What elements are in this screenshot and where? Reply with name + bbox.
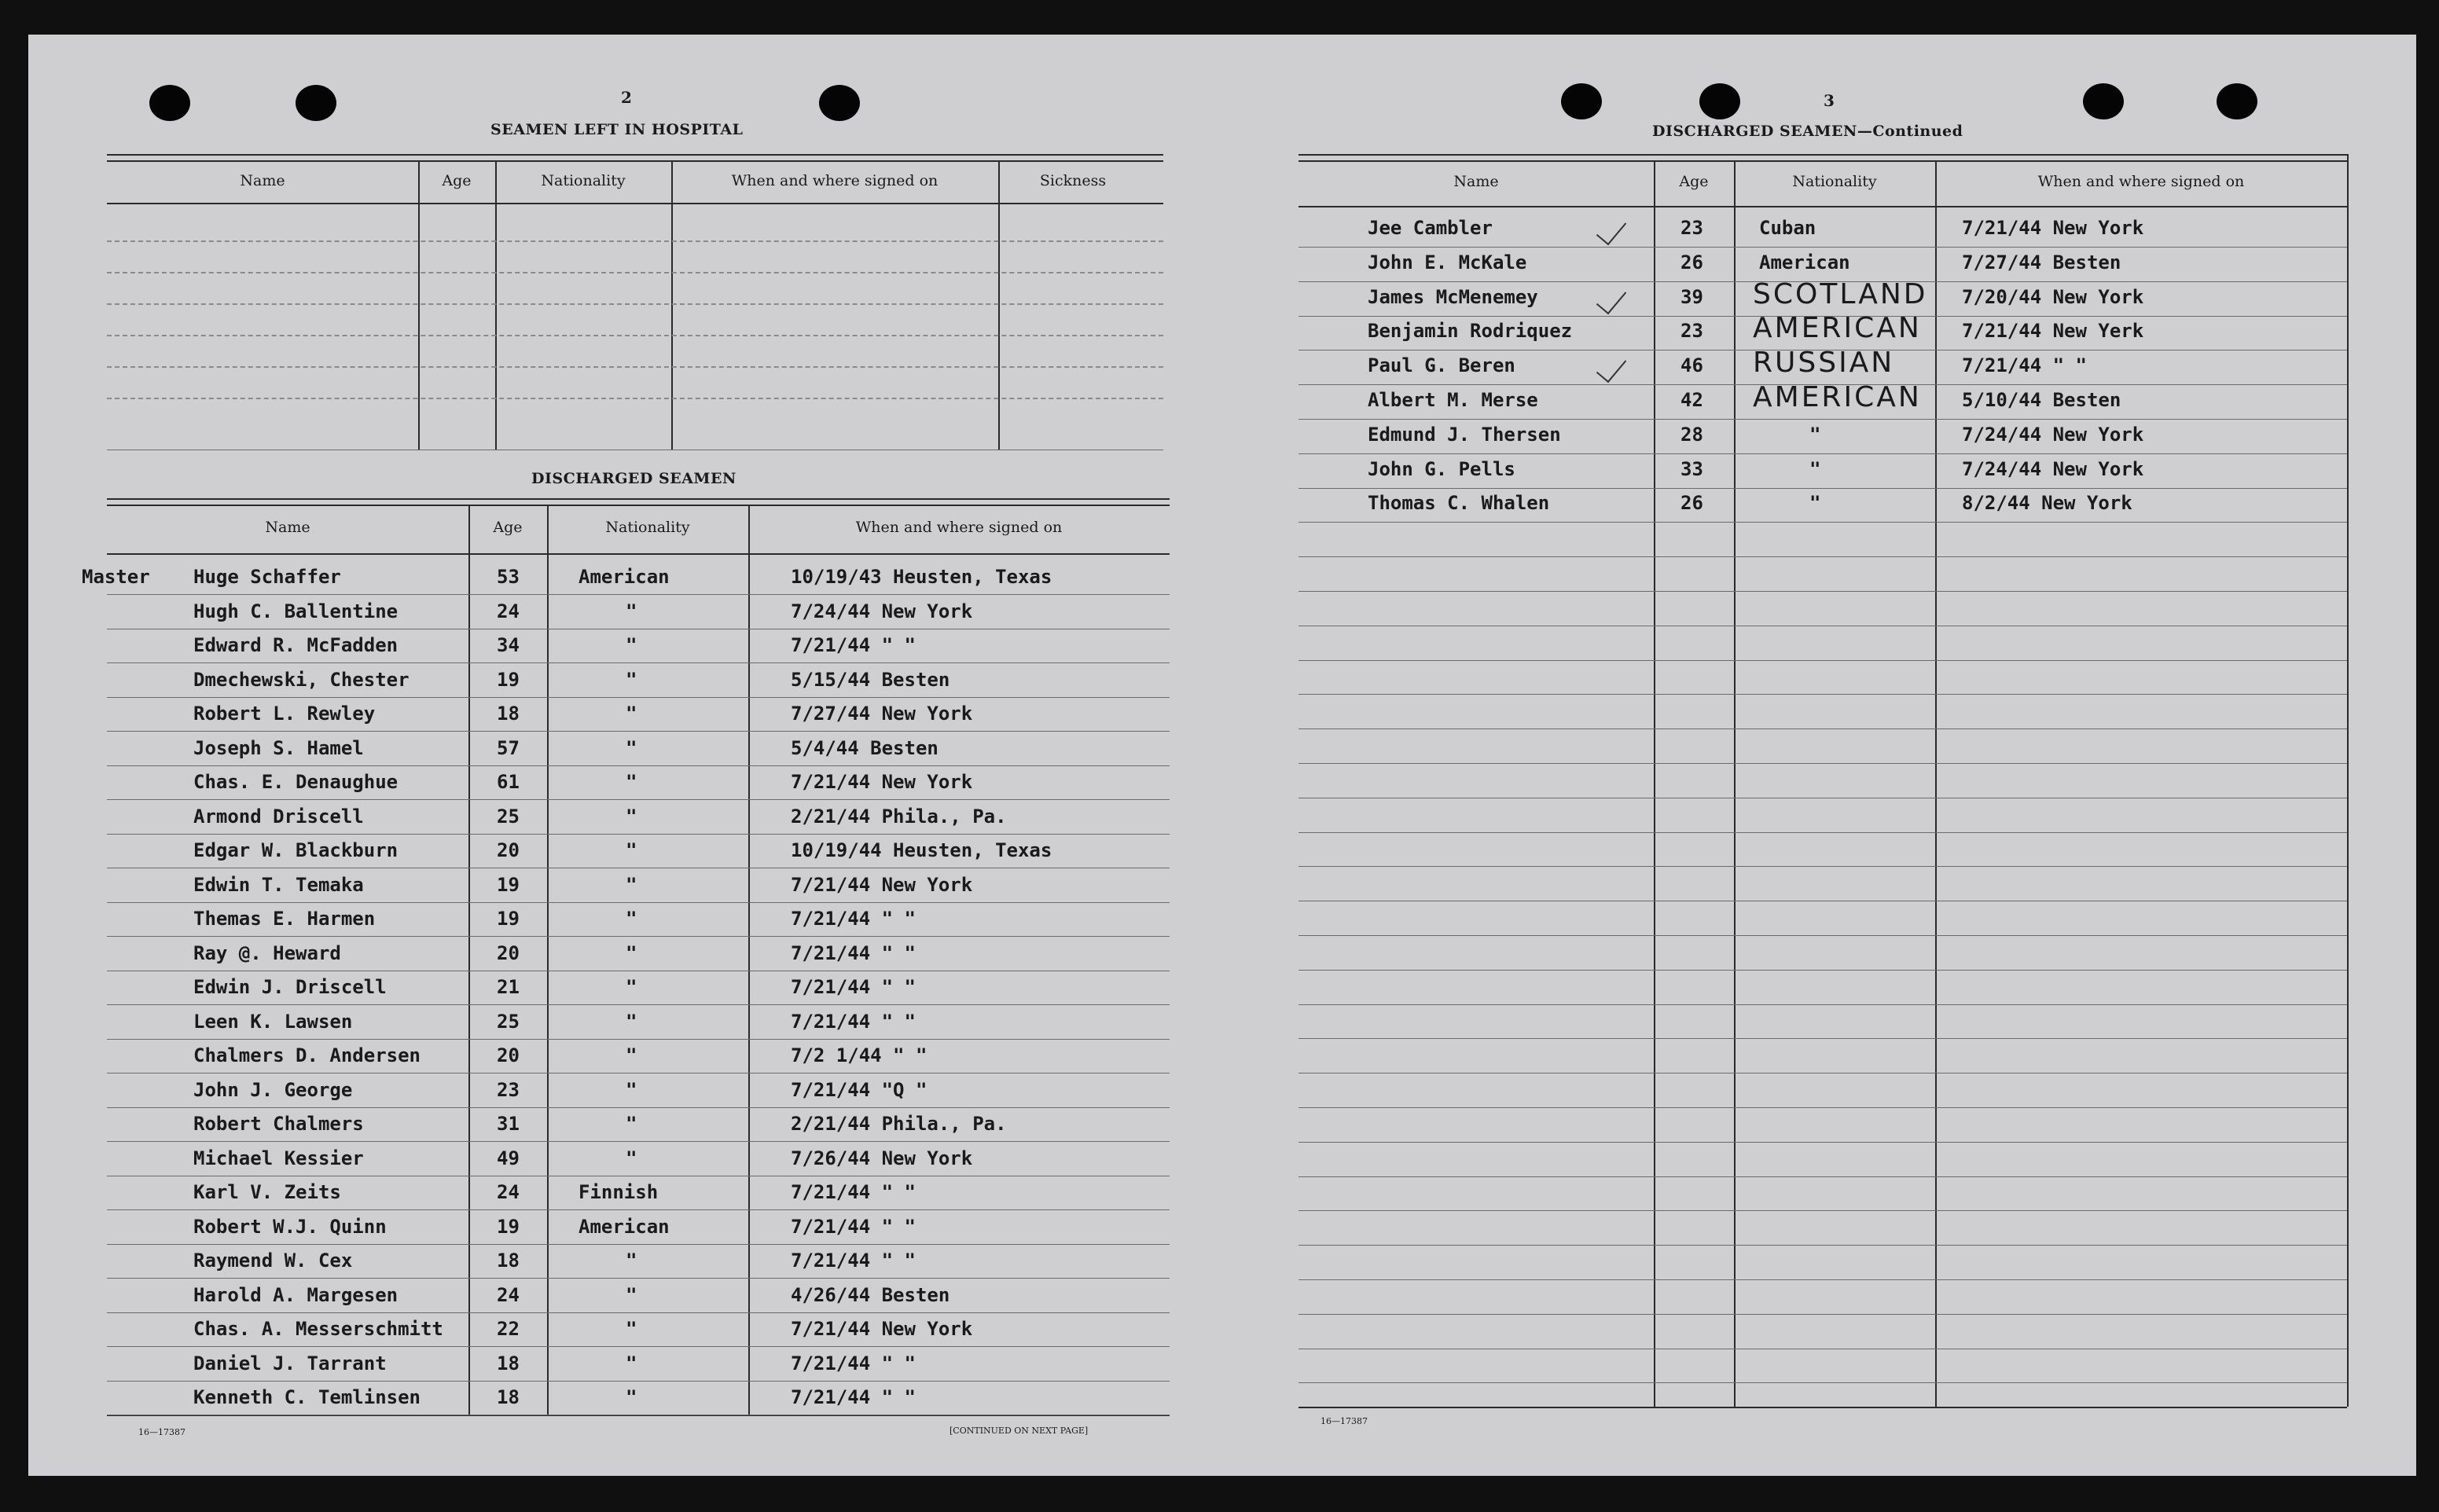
signed-on-cell: 7/21/44 " " [791,1352,916,1374]
age-cell: 20 [497,1044,520,1066]
nationality-cell: Finnish [579,1181,659,1203]
nationality-cell: " [626,1283,637,1306]
name-cell: Chas. A. Messerschmitt [193,1318,443,1340]
name-cell: Themas E. Harmen [193,908,376,930]
nationality-cell: " [626,941,637,964]
table-row [1188,277,2399,317]
nationality-cell: " [626,839,637,861]
signed-on-cell: 7/21/44 " " [1962,354,2087,377]
nationality-cell: " [626,771,637,793]
table-row [28,1007,1176,1041]
name-cell: Edmund J. Thersen [1368,423,1561,446]
age-cell: 39 [1680,285,1703,308]
rank-cell: Master [82,566,150,588]
table-row [28,1144,1176,1178]
col-header-nationality: Nationality [541,172,626,189]
signed-on-cell: 7/27/44 New York [791,703,973,725]
nationality-cell: AMERICAN [1753,312,1922,345]
row-rule [1298,1245,2347,1246]
name-cell: Edwin J. Driscell [193,976,387,998]
name-cell: John J. George [193,1078,353,1101]
table-row [28,699,1176,733]
left-page [28,35,1192,1476]
row-rule [107,834,1170,835]
signed-on-cell: 2/21/44 Phila., Pa. [791,1113,1007,1135]
row-rule [107,1004,1170,1005]
signed-on-cell: 5/15/44 Besten [791,668,950,691]
age-cell: 25 [497,1010,520,1033]
age-cell: 25 [497,805,520,828]
row-rule [107,662,1170,663]
age-cell: 18 [497,703,520,725]
table-row [28,1383,1176,1417]
table-row [28,666,1176,699]
age-cell: 20 [497,839,520,861]
row-rule [1298,1107,2347,1108]
name-cell: Kenneth C. Temlinsen [193,1386,421,1408]
age-cell: 42 [1680,389,1703,411]
row-rule [1298,1279,2347,1280]
signed-on-cell: 7/26/44 New York [791,1147,973,1169]
col-header-sickness: Sickness [1039,172,1107,189]
table-row [28,973,1176,1007]
age-cell: 34 [497,634,520,656]
nationality-cell: Cuban [1759,217,1816,239]
age-cell: 19 [497,1215,520,1238]
table-row [28,734,1176,768]
row-rule [1298,1176,2347,1177]
signed-on-cell: 7/24/44 New York [791,600,973,622]
signed-on-cell: 8/2/44 New York [1962,492,2132,515]
signed-on-cell: 7/21/44 New Yerk [1962,320,2144,343]
age-cell: 61 [497,771,520,793]
row-rule [107,1039,1170,1040]
row-rule [1298,1210,2347,1211]
signed-on-cell: 7/20/44 New York [1962,285,2144,308]
age-cell: 24 [497,1283,520,1306]
signed-on-cell: 7/2 1/44 " " [791,1044,927,1066]
name-cell: Jee Cambler [1368,217,1493,239]
age-cell: 26 [1680,492,1703,515]
signed-on-cell: 7/21/44 " " [791,1010,916,1033]
table-row [1188,381,2399,420]
row-rule [1298,1382,2347,1383]
age-cell: 20 [497,941,520,964]
row-rule [107,799,1170,800]
table-row [1188,312,2399,350]
signed-on-cell: 7/21/44 New York [791,1318,973,1340]
nationality-cell: " [626,1318,637,1340]
table-row [28,1178,1176,1212]
discharged-section-title: DISCHARGED SEAMEN [531,470,736,487]
signed-on-cell: 7/21/44 "Q " [791,1078,927,1101]
signed-on-cell: 10/19/43 Heusten, Texas [791,566,1052,588]
table-row [28,631,1176,665]
signed-on-cell: 4/26/44 Besten [791,1283,950,1306]
name-cell: Daniel J. Tarrant [193,1352,387,1374]
row-rule [1298,866,2347,867]
nationality-cell: " [626,668,637,691]
table-row [28,563,1176,596]
name-cell: Edgar W. Blackburn [193,839,399,861]
col-header-signed-on: When and where signed on [855,519,1063,536]
signed-on-cell: 7/21/44 " " [791,976,916,998]
age-cell: 19 [497,668,520,691]
age-cell: 18 [497,1352,520,1374]
signed-on-cell: 7/21/44 New York [791,771,973,793]
signed-on-cell: 7/24/44 New York [1962,457,2144,480]
age-cell: 21 [497,976,520,998]
row-rule [107,1209,1170,1210]
page-title: DISCHARGED SEAMEN—Continued [1652,123,1963,140]
age-cell: 23 [1680,320,1703,343]
col-header-name: Name [265,519,310,536]
form-number: 16—17387 [138,1427,185,1437]
name-cell: John G. Pells [1368,457,1515,480]
name-cell: Robert L. Rewley [193,703,376,725]
name-cell: Dmechewski, Chester [193,668,410,691]
nationality-cell: " [626,1044,637,1066]
name-cell: Robert Chalmers [193,1113,364,1135]
name-cell: Chas. E. Denaughue [193,771,399,793]
nationality-cell: " [1809,423,1821,446]
nationality-cell: American [579,1215,670,1238]
nationality-cell: " [626,600,637,622]
page-number: 3 [1824,91,1835,110]
row-rule [107,1244,1170,1245]
row-rule [1298,1314,2347,1315]
row-rule [107,765,1170,766]
punch-hole [1561,83,1602,119]
col-header-signed-on: When and where signed on [2037,173,2245,190]
name-cell: James McMenemey [1368,285,1538,308]
name-cell: Harold A. Margesen [193,1283,399,1306]
nationality-cell: " [626,976,637,998]
table-row [28,597,1176,631]
signed-on-cell: 7/27/44 Besten [1962,251,2121,273]
age-cell: 23 [1680,217,1703,239]
table-row [1188,248,2399,282]
name-cell: Chalmers D. Andersen [193,1044,421,1066]
row-rule [107,731,1170,732]
punch-hole [1699,83,1740,119]
row-rule [107,1107,1170,1108]
signed-on-cell: 7/24/44 New York [1962,423,2144,446]
nationality-cell: " [626,1352,637,1374]
name-cell: Hugh C. Ballentine [193,600,399,622]
age-cell: 33 [1680,457,1703,480]
nationality-cell: " [626,1147,637,1169]
form-number: 16—17387 [1321,1416,1368,1426]
nationality-cell: " [626,1250,637,1272]
table-row [28,905,1176,938]
name-cell: John E. McKale [1368,251,1527,273]
signed-on-cell: 2/21/44 Phila., Pa. [791,805,1007,828]
signed-on-cell: 5/10/44 Besten [1962,389,2121,411]
name-cell: Thomas C. Whalen [1368,492,1550,515]
nationality-cell: " [626,1386,637,1408]
row-rule [1298,1038,2347,1039]
table-row [28,1246,1176,1280]
nationality-cell: " [626,805,637,828]
age-cell: 31 [497,1113,520,1135]
col-header-nationality: Nationality [605,519,690,536]
name-cell: Huge Schaffer [193,566,341,588]
signed-on-cell: 7/21/44 " " [791,908,916,930]
signed-on-cell: 7/21/44 " " [791,1250,916,1272]
nationality-cell: RUSSIAN [1753,347,1895,380]
age-cell: 19 [497,873,520,896]
nationality-cell: " [626,634,637,656]
name-cell: Paul G. Beren [1368,354,1515,377]
age-cell: 18 [497,1386,520,1408]
table-row [28,1110,1176,1143]
row-rule [107,936,1170,937]
row-rule [107,1312,1170,1313]
signed-on-cell: 5/4/44 Besten [791,736,939,759]
signed-on-cell: 7/21/44 " " [791,941,916,964]
punch-hole [296,85,336,121]
age-cell: 18 [497,1250,520,1272]
nationality-cell: " [626,1078,637,1101]
name-cell: Michael Kessier [193,1147,364,1169]
table-row [1188,420,2399,454]
table-row [1188,489,2399,523]
name-cell: Karl V. Zeits [193,1181,341,1203]
table-row [1188,455,2399,489]
name-cell: Robert W.J. Quinn [193,1215,387,1238]
right-page [1188,35,2416,1476]
table-row [1188,214,2399,248]
nationality-cell: " [1809,492,1821,515]
row-rule [1298,694,2347,695]
name-cell: Edward R. McFadden [193,634,399,656]
col-header-age: Age [442,172,472,189]
name-cell: Benjamin Rodriquez [1368,320,1573,343]
punch-hole [2217,83,2257,119]
row-rule [107,902,1170,903]
row-rule [1298,728,2347,729]
age-cell: 23 [497,1078,520,1101]
row-rule [1298,763,2347,764]
punch-hole [149,85,190,121]
col-header-age: Age [1679,173,1709,190]
row-rule [107,1346,1170,1347]
table-row [28,939,1176,973]
table-row [28,1213,1176,1246]
table-row [28,1041,1176,1075]
signed-on-cell: 7/21/44 New York [791,873,973,896]
row-rule [1298,970,2347,971]
name-cell: Raymend W. Cex [193,1250,353,1272]
nationality-cell: " [626,1010,637,1033]
row-rule [107,1141,1170,1142]
age-cell: 57 [497,736,520,759]
table-row [28,802,1176,836]
nationality-cell: " [626,908,637,930]
name-cell: Leen K. Lawsen [193,1010,353,1033]
age-cell: 22 [497,1318,520,1340]
nationality-cell: American [1759,251,1850,273]
col-header-name: Name [1453,173,1499,190]
table-row [28,1281,1176,1315]
row-rule [107,1381,1170,1382]
table-row [28,768,1176,802]
signed-on-cell: 7/21/44 " " [791,1181,916,1203]
nationality-cell: " [626,873,637,896]
signed-on-cell: 7/21/44 New York [1962,217,2144,239]
nationality-cell: " [1809,457,1821,480]
age-cell: 53 [497,566,520,588]
col-header-age: Age [493,519,523,536]
age-cell: 28 [1680,423,1703,446]
name-cell: Edwin T. Temaka [193,873,364,896]
age-cell: 24 [497,600,520,622]
row-rule [107,697,1170,698]
signed-on-cell: 7/21/44 " " [791,1215,916,1238]
name-cell: Joseph S. Hamel [193,736,364,759]
page-number: 2 [621,88,632,107]
nationality-cell: AMERICAN [1753,381,1922,413]
name-cell: Ray @. Heward [193,941,341,964]
signed-on-cell: 10/19/44 Heusten, Texas [791,839,1052,861]
row-rule [107,1278,1170,1279]
age-cell: 49 [497,1147,520,1169]
age-cell: 19 [497,908,520,930]
table-row [28,1315,1176,1349]
name-cell: Albert M. Merse [1368,389,1538,411]
continued-note: [CONTINUED ON NEXT PAGE] [950,1426,1089,1436]
col-header-nationality: Nationality [1792,173,1877,190]
punch-hole [2083,83,2124,119]
nationality-cell: " [626,736,637,759]
col-header-signed-on: When and where signed on [731,172,939,189]
age-cell: 46 [1680,354,1703,377]
table-row [1188,347,2399,385]
row-rule [1298,591,2347,592]
signed-on-cell: 7/21/44 " " [791,634,916,656]
nationality-cell: " [626,1113,637,1135]
table-row [28,1349,1176,1383]
table-row [28,871,1176,905]
row-rule [1298,660,2347,661]
hospital-section-title: SEAMEN LEFT IN HOSPITAL [490,121,744,138]
table-row [28,836,1176,870]
row-rule [1298,935,2347,936]
row-rule [1298,832,2347,833]
row-rule [1298,1004,2347,1005]
col-header-name: Name [240,172,285,189]
row-rule [1298,1142,2347,1143]
age-cell: 24 [497,1181,520,1203]
signed-on-cell: 7/21/44 " " [791,1386,916,1408]
nationality-cell: SCOTLAND [1753,277,1928,310]
age-cell: 26 [1680,251,1703,273]
row-rule [107,594,1170,595]
name-cell: Armond Driscell [193,805,364,828]
table-row [28,1076,1176,1110]
nationality-cell: American [579,566,670,588]
nationality-cell: " [626,703,637,725]
row-rule [1298,556,2347,557]
punch-hole [819,85,860,121]
